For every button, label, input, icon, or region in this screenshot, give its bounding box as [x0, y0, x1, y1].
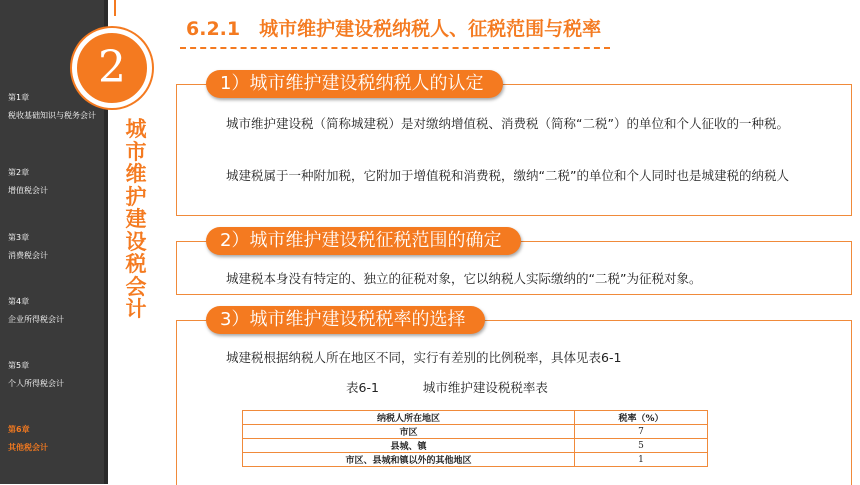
sidebar-item-chapter-2[interactable]	[8, 167, 102, 197]
sidebar-item-chapter: 第6章	[8, 425, 30, 434]
tax-rate-table	[242, 410, 708, 467]
section-3-paragraph-1: 城建税根据纳税人所在地区不同，实行有差别的比例税率，具体见表6-1	[226, 350, 622, 365]
section-1-paragraph-1: 城市维护建设税（简称城建税）是对缴纳增值税、消费税（简称“二税”）的单位和个人征收的一种税。	[226, 116, 789, 131]
table-caption-number: 表6-1	[346, 380, 379, 395]
section-tab-2: 2）城市维护建设税征税范围的确定	[206, 227, 521, 255]
section-number-badge: 2	[72, 28, 152, 108]
sidebar-item-label: 其他税会计	[8, 443, 48, 452]
column-header-region: 纳税人所在地区	[243, 411, 575, 425]
cell-rate: 7	[575, 425, 708, 439]
sidebar-item-label: 企业所得税会计	[8, 315, 64, 324]
sidebar-item-chapter-3[interactable]	[8, 232, 102, 262]
sidebar-item-label: 税收基础知识与税务会计	[8, 111, 96, 120]
table-row	[243, 453, 708, 467]
cell-rate: 5	[575, 439, 708, 453]
column-header-rate: 税率（%）	[575, 411, 708, 425]
sidebar-item-chapter-4[interactable]	[8, 296, 102, 326]
section-box-1	[176, 84, 852, 216]
section-1-paragraph-2: 城建税属于一种附加税，它附加于增值税和消费税，缴纳“二税”的单位和个人同时也是城建税的纳税人	[226, 168, 789, 183]
table-header-row	[243, 411, 708, 425]
table-row	[243, 439, 708, 453]
cell-region: 县城、镇	[243, 439, 575, 453]
sidebar-item-chapter: 第2章	[8, 168, 30, 177]
page-title: 6.2.1 城市维护建设税纳税人、征税范围与税率	[186, 18, 602, 40]
vertical-section-title: 城市维护建设税会计	[125, 117, 147, 321]
cell-region: 市区	[243, 425, 575, 439]
section-2-paragraph-1: 城建税本身没有特定的、独立的征税对象，它以纳税人实际缴纳的“二税”为征税对象。	[226, 271, 702, 286]
sidebar-item-label: 增值税会计	[8, 186, 48, 195]
sidebar-item-chapter-6[interactable]	[8, 424, 102, 454]
title-dashed-divider	[180, 47, 610, 49]
cell-rate: 1	[575, 453, 708, 467]
section-tab-1: 1）城市维护建设税纳税人的认定	[206, 70, 503, 98]
sidebar-item-chapter: 第4章	[8, 297, 30, 306]
section-tab-3: 3）城市维护建设税税率的选择	[206, 306, 485, 334]
accent-line	[114, 0, 116, 16]
table-caption	[346, 378, 548, 396]
sidebar-item-label: 个人所得税会计	[8, 379, 64, 388]
table-caption-title: 城市维护建设税税率表	[422, 380, 548, 395]
sidebar-item-chapter: 第5章	[8, 361, 30, 370]
sidebar-item-chapter: 第1章	[8, 93, 30, 102]
sidebar-item-chapter-5[interactable]	[8, 360, 102, 390]
cell-region: 市区、县城和镇以外的其他地区	[243, 453, 575, 467]
table-row	[243, 425, 708, 439]
sidebar-item-label: 消费税会计	[8, 251, 48, 260]
sidebar-item-chapter: 第3章	[8, 233, 30, 242]
